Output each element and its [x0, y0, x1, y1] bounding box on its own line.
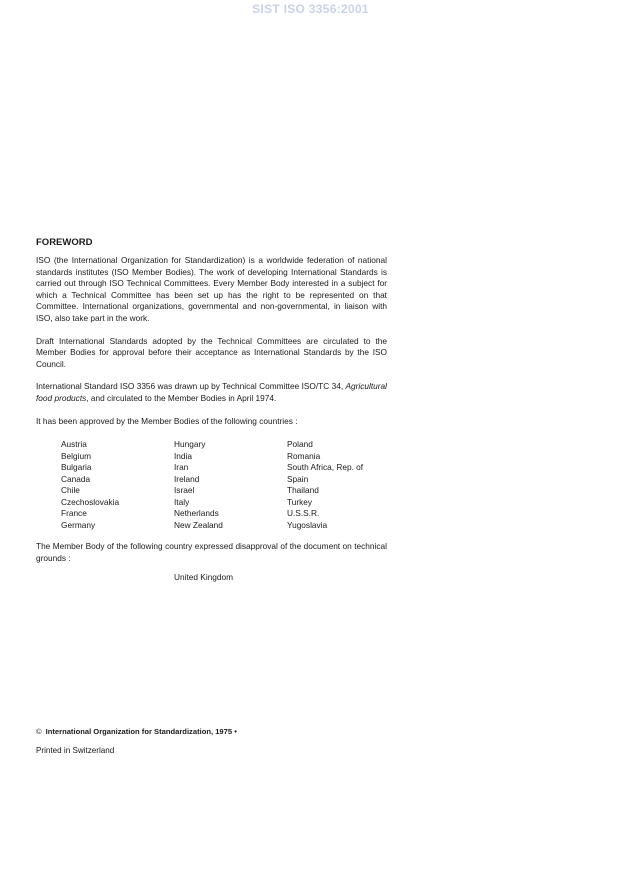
country-item: France: [61, 508, 87, 519]
country-item: South Africa, Rep. of: [287, 462, 364, 473]
country-item: Hungary: [174, 439, 206, 450]
section-heading: FOREWORD: [36, 237, 93, 248]
copyright-symbol: ©: [36, 727, 42, 736]
country-item: Israel: [174, 485, 195, 496]
country-item: Yugoslavia: [287, 519, 328, 530]
copyright-line: [36, 727, 237, 736]
printed-in-line: Printed in Switzerland: [36, 746, 115, 755]
country-item: Canada: [61, 473, 91, 484]
country-item: Belgium: [61, 450, 91, 461]
tc-text-after: , and circulated to the Member Bodies in April 1974.: [86, 392, 277, 403]
disapproving-country: United Kingdom: [174, 572, 234, 583]
country-item: Iran: [174, 462, 189, 473]
paragraph-iso-intro: ISO (the International Organization for Standardization) is a worldwide federation of national standards institutes (ISO Member Bodies). The work of developing International Standards is carried out through ISO Technical Committees. Every Member Body interested in a subject for which a Technical Committee has been set up has the right to be represented on that Committee. International organizations, governmental and non-governmental, in liaison with ISO, also take part in the work.: [36, 255, 387, 323]
country-item: Bulgaria: [61, 462, 92, 473]
country-item: Turkey: [287, 496, 313, 507]
tc-text-before: International Standard ISO 3356 was drawn up by Technical Committee ISO/TC 34,: [36, 381, 346, 392]
country-item: Italy: [174, 496, 190, 507]
country-item: India: [174, 450, 192, 461]
country-item: Germany: [61, 519, 96, 530]
approving-countries-list: [61, 439, 387, 531]
tc-title: Agricultural food products: [36, 381, 387, 403]
document-id-watermark: SIST ISO 3356:2001: [252, 2, 369, 16]
country-item: Ireland: [174, 473, 200, 484]
country-column-3: [287, 439, 412, 531]
paragraph-technical-committee: [36, 381, 387, 404]
copyright-text: International Organization for Standardization, 1975 •: [45, 727, 237, 736]
approval-intro: It has been approved by the Member Bodies of the following countries :: [36, 415, 298, 426]
country-item: Romania: [287, 450, 321, 461]
country-item: U.S.S.R.: [287, 508, 320, 519]
country-item: Thailand: [287, 485, 319, 496]
foreword-section: [36, 237, 387, 582]
country-item: New Zealand: [174, 519, 223, 530]
country-item: Poland: [287, 439, 313, 450]
disapproval-intro: The Member Body of the following country expressed disapproval of the document on technical grounds :: [36, 541, 387, 563]
country-item: Spain: [287, 473, 309, 484]
country-column-2: [174, 439, 287, 531]
paragraph-draft-standards: Draft International Standards adopted by the Technical Committees are circulated to the Member Bodies for approval before their acceptance as International Standards by the ISO Council.: [36, 335, 387, 369]
country-item: Chile: [61, 485, 80, 496]
country-item: Czechoslovakia: [61, 496, 120, 507]
country-item: Austria: [61, 439, 87, 450]
country-item: Netherlands: [174, 508, 219, 519]
country-column-1: [61, 439, 174, 531]
